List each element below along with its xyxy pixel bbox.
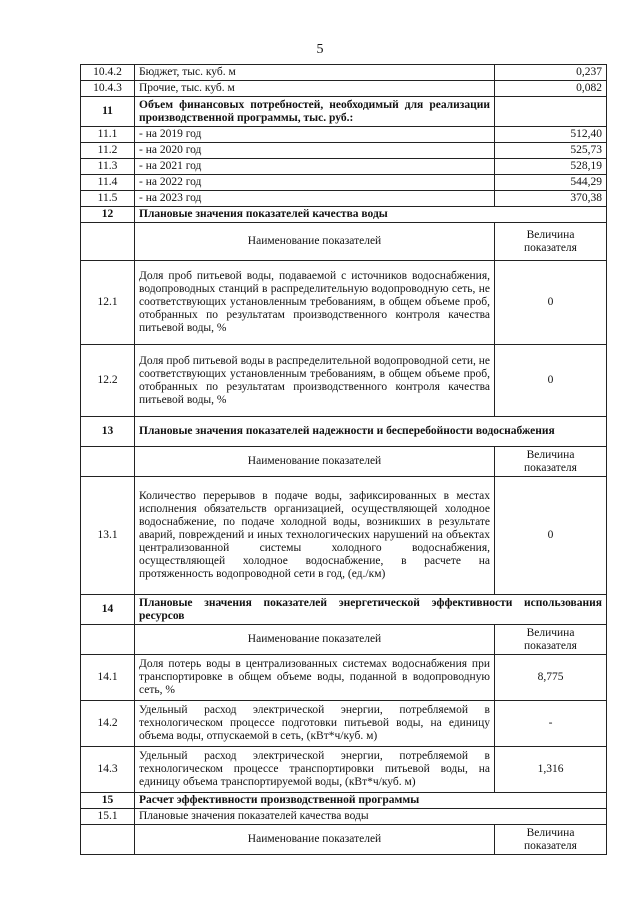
table-row xyxy=(81,747,607,793)
table-row xyxy=(81,701,607,747)
section-title: Объем финансовых потребностей, необходимый для реализации производственной программы, тыс. руб.: xyxy=(135,97,495,127)
table-row xyxy=(81,175,607,191)
row-number: 12.1 xyxy=(81,261,135,345)
row-text: Количество перерывов в подаче воды, зафиксированных в местах исполнения обязательств организацией, осуществляющей холодное водоснабжение, по подаче холодной воды, возникших в результате аварий, повреждений и иных технологических нарушений на объектах централизованной системы холодного водоснабжения, осуществляющей холодное водоснабжение, в расчете на протяженность водопроводной сети в год, (ед./км) xyxy=(135,477,495,595)
section-number: 12 xyxy=(81,207,135,223)
section-number: 14 xyxy=(81,595,135,625)
empty-cell xyxy=(81,447,135,477)
section-row xyxy=(81,207,607,223)
column-header-value: Величина показателя xyxy=(495,825,607,855)
section-title: Плановые значения показателей энергетической эффективности использования ресурсов xyxy=(135,595,607,625)
table-row xyxy=(81,477,607,595)
row-value: 0,237 xyxy=(495,65,607,81)
page-number: 5 xyxy=(316,42,324,57)
row-number: 11.3 xyxy=(81,159,135,175)
column-header-value: Величина показателя xyxy=(495,625,607,655)
row-number: 14.3 xyxy=(81,747,135,793)
program-table xyxy=(80,64,607,855)
row-text: Доля потерь воды в централизованных системах водоснабжения при транспортировке в общем объеме воды, поданной в водопроводную сеть, % xyxy=(135,655,495,701)
column-header-name: Наименование показателей xyxy=(135,447,495,477)
row-text: - на 2019 год xyxy=(135,127,495,143)
row-text: - на 2023 год xyxy=(135,191,495,207)
empty-cell xyxy=(81,825,135,855)
table-row xyxy=(81,261,607,345)
table-row xyxy=(81,127,607,143)
row-text: Плановые значения показателей качества воды xyxy=(135,809,607,825)
row-number: 10.4.2 xyxy=(81,65,135,81)
row-number: 15.1 xyxy=(81,809,135,825)
section-title: Плановые значения показателей надежности и бесперебойности водоснабжения xyxy=(135,417,607,447)
table-row xyxy=(81,81,607,97)
table-row xyxy=(81,345,607,417)
row-text: - на 2020 год xyxy=(135,143,495,159)
row-value: 370,38 xyxy=(495,191,607,207)
column-header-row xyxy=(81,825,607,855)
table-row xyxy=(81,809,607,825)
table-row xyxy=(81,159,607,175)
row-text: Удельный расход электрической энергии, потребляемой в технологическом процессе подготовки питьевой воды, на единицу объема воды, отпускаемой в сеть, (кВт*ч/куб. м) xyxy=(135,701,495,747)
row-value: 8,775 xyxy=(495,655,607,701)
row-text: Прочие, тыс. куб. м xyxy=(135,81,495,97)
row-value: 528,19 xyxy=(495,159,607,175)
row-value: 0 xyxy=(495,477,607,595)
table-row xyxy=(81,143,607,159)
section-title: Расчет эффективности производственной программы xyxy=(135,793,607,809)
row-value: 0 xyxy=(495,345,607,417)
section-number: 15 xyxy=(81,793,135,809)
row-text: Удельный расход электрической энергии, потребляемой в технологическом процессе транспортировки питьевой воды, на единицу объема транспортируемой воды, (кВт*ч/куб. м) xyxy=(135,747,495,793)
row-text: - на 2022 год xyxy=(135,175,495,191)
column-header-value: Величина показателя xyxy=(495,223,607,261)
row-value: - xyxy=(495,701,607,747)
column-header-name: Наименование показателей xyxy=(135,625,495,655)
row-number: 11.5 xyxy=(81,191,135,207)
row-value: 525,73 xyxy=(495,143,607,159)
row-value: 512,40 xyxy=(495,127,607,143)
section-number: 11 xyxy=(81,97,135,127)
row-text: Доля проб питьевой воды, подаваемой с источников водоснабжения, водопроводных станций в распределительную водопроводную сеть, не соответствующих установленным требованиям, в общем объеме проб, отобранных по результатам производственного контроля качества питьевой воды, % xyxy=(135,261,495,345)
row-value: 1,316 xyxy=(495,747,607,793)
table-row xyxy=(81,191,607,207)
empty-cell xyxy=(495,97,607,127)
column-header-row xyxy=(81,625,607,655)
row-number: 10.4.3 xyxy=(81,81,135,97)
row-number: 11.1 xyxy=(81,127,135,143)
section-row xyxy=(81,595,607,625)
row-number: 12.2 xyxy=(81,345,135,417)
row-value: 0 xyxy=(495,261,607,345)
section-number: 13 xyxy=(81,417,135,447)
column-header-row xyxy=(81,223,607,261)
row-number: 14.1 xyxy=(81,655,135,701)
section-row xyxy=(81,793,607,809)
row-value: 544,29 xyxy=(495,175,607,191)
section-row xyxy=(81,97,607,127)
table-row xyxy=(81,655,607,701)
row-value: 0,082 xyxy=(495,81,607,97)
row-number: 11.2 xyxy=(81,143,135,159)
row-number: 13.1 xyxy=(81,477,135,595)
column-header-row xyxy=(81,447,607,477)
row-text: Бюджет, тыс. куб. м xyxy=(135,65,495,81)
section-row xyxy=(81,417,607,447)
row-text: - на 2021 год xyxy=(135,159,495,175)
section-title: Плановые значения показателей качества воды xyxy=(135,207,607,223)
row-number: 11.4 xyxy=(81,175,135,191)
empty-cell xyxy=(81,223,135,261)
row-text: Доля проб питьевой воды в распределительной водопроводной сети, не соответствующих установленным требованиям, в общем объеме проб, отобранных по результатам производственного контроля качества питьевой воды, % xyxy=(135,345,495,417)
column-header-name: Наименование показателей xyxy=(135,223,495,261)
empty-cell xyxy=(81,625,135,655)
column-header-value: Величина показателя xyxy=(495,447,607,477)
table-row xyxy=(81,65,607,81)
row-number: 14.2 xyxy=(81,701,135,747)
column-header-name: Наименование показателей xyxy=(135,825,495,855)
